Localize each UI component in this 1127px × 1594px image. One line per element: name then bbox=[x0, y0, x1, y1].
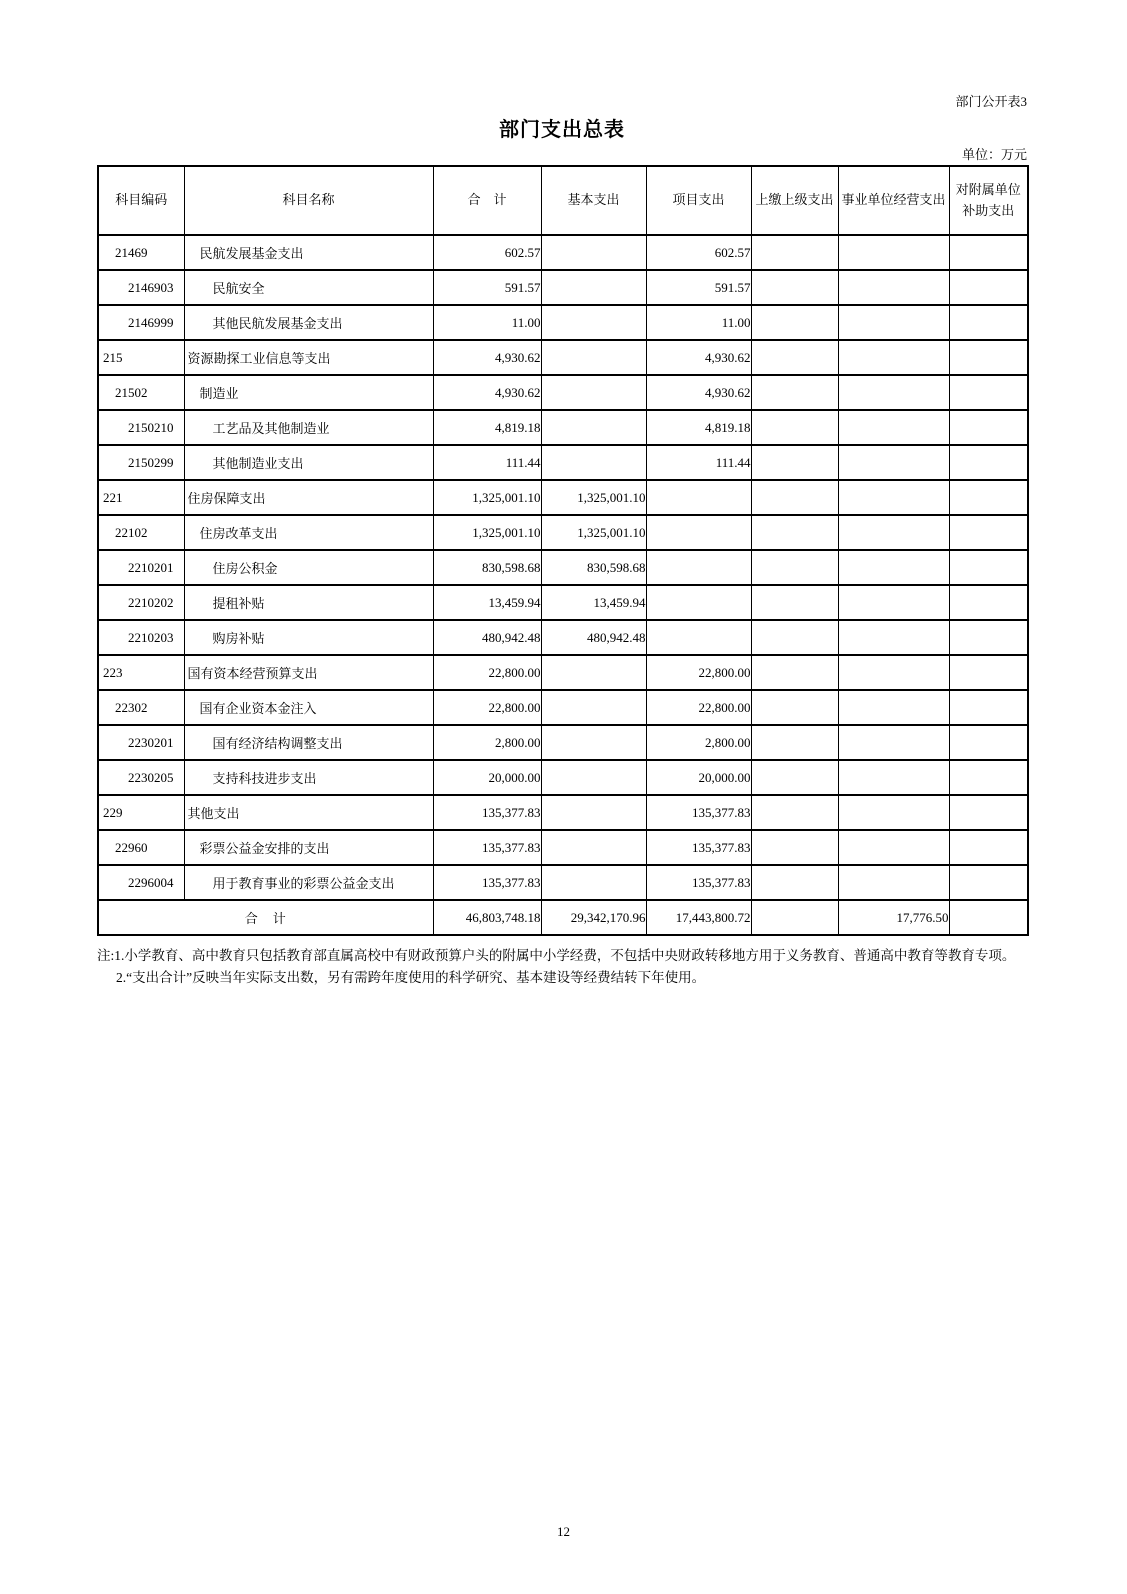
subject-code-cell: 22302 bbox=[98, 690, 184, 725]
col-header-basic: 基本支出 bbox=[541, 166, 646, 235]
table-row bbox=[98, 305, 1028, 340]
table-row bbox=[98, 585, 1028, 620]
subsidy-cell bbox=[949, 235, 1028, 270]
total-cell: 4,819.18 bbox=[433, 410, 541, 445]
operating-cell bbox=[838, 515, 949, 550]
total-cell: 4,930.62 bbox=[433, 340, 541, 375]
operating-cell bbox=[838, 480, 949, 515]
operating-cell bbox=[838, 655, 949, 690]
subject-name-cell: 工艺品及其他制造业 bbox=[184, 410, 433, 445]
operating-cell bbox=[838, 270, 949, 305]
subject-code-cell: 215 bbox=[98, 340, 184, 375]
upper-level-cell bbox=[751, 270, 838, 305]
subsidy-cell bbox=[949, 620, 1028, 655]
col-header-operating: 事业单位经营支出 bbox=[838, 166, 949, 235]
project-cell: 20,000.00 bbox=[646, 760, 751, 795]
subsidy-cell bbox=[949, 410, 1028, 445]
total-cell: 135,377.83 bbox=[433, 865, 541, 900]
subsidy-cell bbox=[949, 375, 1028, 410]
page-title: 部门支出总表 bbox=[499, 119, 625, 141]
total-row-upper bbox=[751, 900, 838, 935]
total-cell: 22,800.00 bbox=[433, 655, 541, 690]
subject-name-cell: 民航安全 bbox=[184, 270, 433, 305]
subject-code-cell: 229 bbox=[98, 795, 184, 830]
operating-cell bbox=[838, 585, 949, 620]
col-header-upper-level: 上缴上级支出 bbox=[751, 166, 838, 235]
subsidy-cell bbox=[949, 515, 1028, 550]
subject-name-cell: 其他制造业支出 bbox=[184, 445, 433, 480]
operating-cell bbox=[838, 760, 949, 795]
basic-cell: 13,459.94 bbox=[541, 585, 646, 620]
basic-cell bbox=[541, 445, 646, 480]
subject-code-cell: 22102 bbox=[98, 515, 184, 550]
subsidy-cell bbox=[949, 655, 1028, 690]
basic-cell bbox=[541, 305, 646, 340]
total-cell: 135,377.83 bbox=[433, 830, 541, 865]
table-row bbox=[98, 690, 1028, 725]
table-row bbox=[98, 375, 1028, 410]
operating-cell bbox=[838, 340, 949, 375]
subsidy-cell bbox=[949, 340, 1028, 375]
operating-cell bbox=[838, 410, 949, 445]
subject-code-cell: 221 bbox=[98, 480, 184, 515]
expenditure-table bbox=[97, 165, 1029, 936]
operating-cell bbox=[838, 375, 949, 410]
unit-label: 单位：万元 bbox=[961, 147, 1027, 162]
project-cell: 2,800.00 bbox=[646, 725, 751, 760]
subject-code-cell: 2230201 bbox=[98, 725, 184, 760]
table-row bbox=[98, 410, 1028, 445]
table-row bbox=[98, 340, 1028, 375]
subject-code-cell: 2146999 bbox=[98, 305, 184, 340]
page-number: 12 bbox=[557, 1524, 570, 1539]
total-cell: 2,800.00 bbox=[433, 725, 541, 760]
table-row bbox=[98, 235, 1028, 270]
project-cell: 111.44 bbox=[646, 445, 751, 480]
operating-cell bbox=[838, 865, 949, 900]
operating-cell bbox=[838, 830, 949, 865]
col-header-subject-name: 科目名称 bbox=[184, 166, 433, 235]
subsidy-cell bbox=[949, 830, 1028, 865]
total-cell: 1,325,001.10 bbox=[433, 480, 541, 515]
total-row bbox=[98, 900, 1028, 935]
subject-code-cell: 2150210 bbox=[98, 410, 184, 445]
table-row bbox=[98, 550, 1028, 585]
subject-code-cell: 2146903 bbox=[98, 270, 184, 305]
subject-name-cell: 其他支出 bbox=[184, 795, 433, 830]
table-header-row bbox=[98, 166, 1028, 235]
subject-code-cell: 22960 bbox=[98, 830, 184, 865]
subject-code-cell: 21469 bbox=[98, 235, 184, 270]
subsidy-cell bbox=[949, 760, 1028, 795]
subsidy-cell bbox=[949, 305, 1028, 340]
subsidy-cell bbox=[949, 445, 1028, 480]
subject-code-cell: 2296004 bbox=[98, 865, 184, 900]
upper-level-cell bbox=[751, 760, 838, 795]
total-row-total: 46,803,748.18 bbox=[433, 900, 541, 935]
subsidy-cell bbox=[949, 270, 1028, 305]
project-cell: 135,377.83 bbox=[646, 865, 751, 900]
upper-level-cell bbox=[751, 830, 838, 865]
total-cell: 602.57 bbox=[433, 235, 541, 270]
subsidy-cell bbox=[949, 690, 1028, 725]
basic-cell bbox=[541, 235, 646, 270]
col-header-subsidy: 对附属单位补助支出 bbox=[949, 166, 1028, 235]
subsidy-cell bbox=[949, 725, 1028, 760]
col-header-total: 合 计 bbox=[433, 166, 541, 235]
total-cell: 135,377.83 bbox=[433, 795, 541, 830]
upper-level-cell bbox=[751, 550, 838, 585]
subsidy-cell bbox=[949, 550, 1028, 585]
footnote-1: 注:1.小学教育、高中教育只包括教育部直属高校中有财政预算户头的附属中小学经费，不包括中央财政转移地方用于义务教育、普通高中教育等教育专项。 bbox=[97, 948, 1016, 963]
table-row bbox=[98, 620, 1028, 655]
basic-cell: 480,942.48 bbox=[541, 620, 646, 655]
upper-level-cell bbox=[751, 445, 838, 480]
operating-cell bbox=[838, 690, 949, 725]
upper-level-cell bbox=[751, 585, 838, 620]
subject-code-cell: 21502 bbox=[98, 375, 184, 410]
project-cell: 4,930.62 bbox=[646, 375, 751, 410]
operating-cell bbox=[838, 795, 949, 830]
total-cell: 1,325,001.10 bbox=[433, 515, 541, 550]
subsidy-cell bbox=[949, 585, 1028, 620]
subject-code-cell: 2230205 bbox=[98, 760, 184, 795]
total-cell: 22,800.00 bbox=[433, 690, 541, 725]
basic-cell bbox=[541, 410, 646, 445]
project-cell bbox=[646, 480, 751, 515]
project-cell: 11.00 bbox=[646, 305, 751, 340]
subject-name-cell: 资源勘探工业信息等支出 bbox=[184, 340, 433, 375]
total-cell: 4,930.62 bbox=[433, 375, 541, 410]
subject-code-cell: 2150299 bbox=[98, 445, 184, 480]
subject-name-cell: 国有资本经营预算支出 bbox=[184, 655, 433, 690]
total-row-subsidy bbox=[949, 900, 1028, 935]
basic-cell bbox=[541, 725, 646, 760]
subsidy-cell bbox=[949, 480, 1028, 515]
subject-name-cell: 住房保障支出 bbox=[184, 480, 433, 515]
basic-cell bbox=[541, 795, 646, 830]
project-cell bbox=[646, 585, 751, 620]
subject-code-cell: 2210203 bbox=[98, 620, 184, 655]
table-row bbox=[98, 445, 1028, 480]
upper-level-cell bbox=[751, 375, 838, 410]
operating-cell bbox=[838, 305, 949, 340]
subject-name-cell: 民航发展基金支出 bbox=[184, 235, 433, 270]
project-cell: 591.57 bbox=[646, 270, 751, 305]
basic-cell bbox=[541, 270, 646, 305]
total-row-operating: 17,776.50 bbox=[838, 900, 949, 935]
total-cell: 591.57 bbox=[433, 270, 541, 305]
col-header-subject-code: 科目编码 bbox=[98, 166, 184, 235]
total-cell: 20,000.00 bbox=[433, 760, 541, 795]
corner-label: 部门公开表3 bbox=[955, 94, 1027, 109]
upper-level-cell bbox=[751, 515, 838, 550]
subject-name-cell: 制造业 bbox=[184, 375, 433, 410]
operating-cell bbox=[838, 550, 949, 585]
subject-name-cell: 住房公积金 bbox=[184, 550, 433, 585]
upper-level-cell bbox=[751, 480, 838, 515]
project-cell: 22,800.00 bbox=[646, 655, 751, 690]
basic-cell bbox=[541, 830, 646, 865]
basic-cell bbox=[541, 340, 646, 375]
page-content bbox=[97, 0, 1027, 988]
basic-cell: 1,325,001.10 bbox=[541, 480, 646, 515]
total-cell: 111.44 bbox=[433, 445, 541, 480]
basic-cell bbox=[541, 690, 646, 725]
subject-code-cell: 2210202 bbox=[98, 585, 184, 620]
subject-code-cell: 223 bbox=[98, 655, 184, 690]
col-header-project: 项目支出 bbox=[646, 166, 751, 235]
footnotes bbox=[97, 945, 1027, 988]
table-row bbox=[98, 270, 1028, 305]
basic-cell: 1,325,001.10 bbox=[541, 515, 646, 550]
table-row bbox=[98, 725, 1028, 760]
table-row bbox=[98, 865, 1028, 900]
table-row bbox=[98, 655, 1028, 690]
table-row bbox=[98, 830, 1028, 865]
basic-cell bbox=[541, 865, 646, 900]
total-row-project: 17,443,800.72 bbox=[646, 900, 751, 935]
operating-cell bbox=[838, 445, 949, 480]
subject-name-cell: 彩票公益金安排的支出 bbox=[184, 830, 433, 865]
basic-cell bbox=[541, 760, 646, 795]
total-cell: 830,598.68 bbox=[433, 550, 541, 585]
operating-cell bbox=[838, 620, 949, 655]
upper-level-cell bbox=[751, 305, 838, 340]
total-cell: 480,942.48 bbox=[433, 620, 541, 655]
operating-cell bbox=[838, 725, 949, 760]
table-row bbox=[98, 795, 1028, 830]
subject-name-cell: 支持科技进步支出 bbox=[184, 760, 433, 795]
subject-name-cell: 住房改革支出 bbox=[184, 515, 433, 550]
upper-level-cell bbox=[751, 725, 838, 760]
project-cell bbox=[646, 620, 751, 655]
upper-level-cell bbox=[751, 410, 838, 445]
upper-level-cell bbox=[751, 655, 838, 690]
table-row bbox=[98, 515, 1028, 550]
project-cell bbox=[646, 515, 751, 550]
project-cell: 135,377.83 bbox=[646, 795, 751, 830]
subject-name-cell: 国有经济结构调整支出 bbox=[184, 725, 433, 760]
upper-level-cell bbox=[751, 620, 838, 655]
subject-name-cell: 用于教育事业的彩票公益金支出 bbox=[184, 865, 433, 900]
total-row-basic: 29,342,170.96 bbox=[541, 900, 646, 935]
project-cell: 135,377.83 bbox=[646, 830, 751, 865]
total-cell: 11.00 bbox=[433, 305, 541, 340]
basic-cell bbox=[541, 375, 646, 410]
subject-name-cell: 提租补贴 bbox=[184, 585, 433, 620]
subject-name-cell: 国有企业资本金注入 bbox=[184, 690, 433, 725]
upper-level-cell bbox=[751, 795, 838, 830]
project-cell: 4,930.62 bbox=[646, 340, 751, 375]
project-cell bbox=[646, 550, 751, 585]
table-row bbox=[98, 480, 1028, 515]
subsidy-cell bbox=[949, 865, 1028, 900]
upper-level-cell bbox=[751, 235, 838, 270]
subject-name-cell: 购房补贴 bbox=[184, 620, 433, 655]
subject-code-cell: 2210201 bbox=[98, 550, 184, 585]
operating-cell bbox=[838, 235, 949, 270]
total-row-label: 合 计 bbox=[98, 900, 433, 935]
basic-cell bbox=[541, 655, 646, 690]
footnote-2: 2.“支出合计”反映当年实际支出数，另有需跨年度使用的科学研究、基本建设等经费结转下年使用。 bbox=[116, 969, 706, 985]
subject-name-cell: 其他民航发展基金支出 bbox=[184, 305, 433, 340]
total-cell: 13,459.94 bbox=[433, 585, 541, 620]
upper-level-cell bbox=[751, 340, 838, 375]
project-cell: 22,800.00 bbox=[646, 690, 751, 725]
upper-level-cell bbox=[751, 865, 838, 900]
upper-level-cell bbox=[751, 690, 838, 725]
table-row bbox=[98, 760, 1028, 795]
basic-cell: 830,598.68 bbox=[541, 550, 646, 585]
project-cell: 4,819.18 bbox=[646, 410, 751, 445]
project-cell: 602.57 bbox=[646, 235, 751, 270]
subsidy-cell bbox=[949, 795, 1028, 830]
